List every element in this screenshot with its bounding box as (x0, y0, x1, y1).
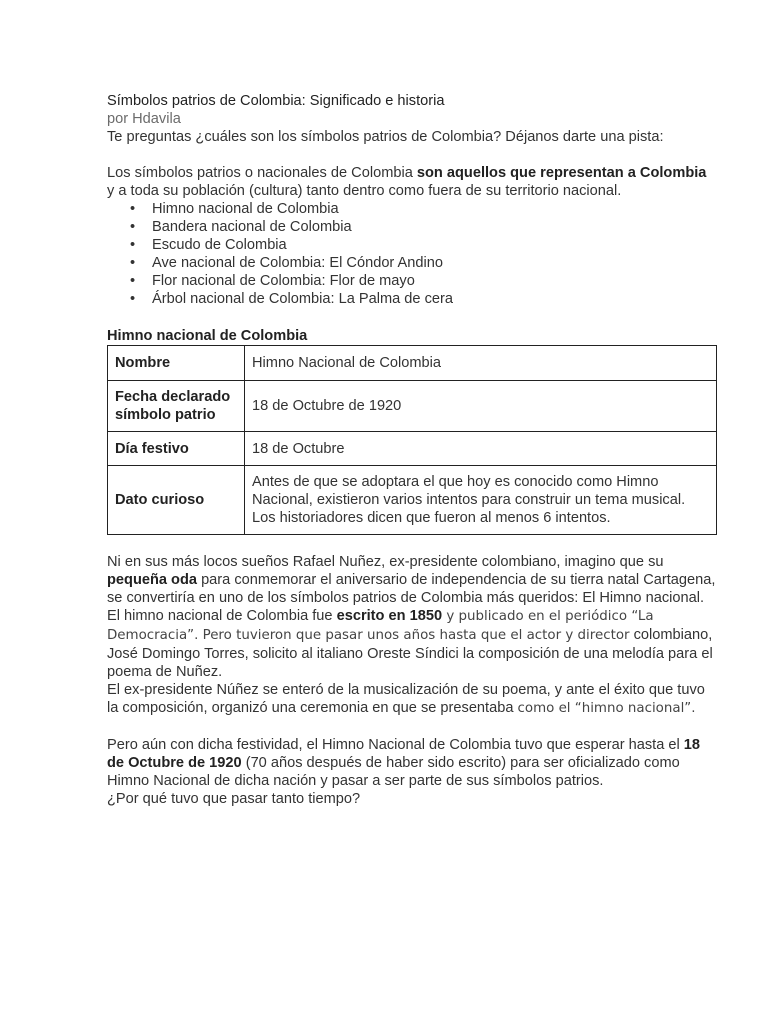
section-title: Himno nacional de Colombia (107, 328, 308, 344)
table-row (108, 346, 717, 381)
text-run: El ex-presidente Núñez se enteró de la musicalización de su poema, y ante el éxito que tuvo la composición, organizó una ceremonia en que se presentaba (107, 682, 705, 716)
table-value: 18 de Octubre de 1920 (245, 381, 717, 432)
intro-paragraph: Te preguntas ¿cuáles son los símbolos patrios de Colombia? Déjanos darte una pista: (107, 129, 664, 145)
question-line: ¿Por qué tuvo que pasar tanto tiempo? (107, 791, 361, 807)
text-run: Ni en sus más locos sueños Rafael Nuñez, ex-presidente colombiano, imagino que su (107, 554, 664, 570)
table-key: Fecha declarado símbolo patrio (108, 381, 245, 432)
text-run: (70 años después de haber sido escrito) para ser oficializado como Himno Nacional de dicha nación y pasar a ser parte de sus símbolos patrios. (107, 755, 680, 789)
text-run: y a toda su población (cultura) tanto dentro como fuera de su territorio nacional. (107, 183, 622, 199)
text-run: y publicado en el periódico “La Democracia”. Pero tuvieron que pasar unos años hasta que el actor y director (107, 609, 654, 643)
list-item: • Flor nacional de Colombia: Flor de mayo (152, 272, 717, 290)
text-run: Los símbolos patrios o nacionales de Colombia (107, 165, 417, 181)
table-row (108, 381, 717, 432)
list-item: • Ave nacional de Colombia: El Cóndor Andino (152, 254, 717, 272)
table-key: Dato curioso (108, 466, 245, 535)
table-value: Antes de que se adoptara el que hoy es conocido como Himno Nacional, existieron varios intentos para construir un tema musical. Los historiadores dicen que fueron al menos 6 intentos. (245, 466, 717, 535)
bold-run: son aquellos que representan a Colombia (416, 165, 707, 181)
table-key: Nombre (108, 346, 245, 381)
text-run: colombiano, José Domingo Torres, solicito al italiano Oreste Síndici la composición de una melodía para el poema de Nuñez. (107, 627, 713, 680)
text-run: como el “himno nacional”. (517, 701, 696, 716)
anthem-info-table (107, 345, 717, 535)
oda-paragraph (107, 553, 717, 607)
official-paragraph (107, 736, 717, 790)
symbols-list (107, 200, 717, 308)
list-item: • Bandera nacional de Colombia (152, 218, 717, 236)
ceremony-paragraph (107, 681, 717, 718)
history-paragraph (107, 607, 717, 681)
text-run: para conmemorar el aniversario de independencia de su tierra natal Cartagena, se convertiría en uno de los símbolos patrios de Colombia más queridos: El Himno nacional. (107, 572, 716, 606)
list-item: • Escudo de Colombia (152, 236, 717, 254)
text-run: El himno nacional de Colombia fue (107, 608, 337, 624)
bold-run: pequeña oda (107, 572, 198, 588)
author-byline: por Hdavila (107, 111, 181, 127)
table-value: 18 de Octubre (245, 432, 717, 466)
symbols-paragraph (107, 164, 717, 200)
bold-run: 18 de Octubre de 1920 (107, 737, 701, 771)
document-title: Símbolos patrios de Colombia: Significado e historia (107, 93, 445, 109)
list-item: • Árbol nacional de Colombia: La Palma de cera (152, 290, 717, 308)
table-row (108, 466, 717, 535)
table-value: Himno Nacional de Colombia (245, 346, 717, 381)
table-key: Día festivo (108, 432, 245, 466)
table-row (108, 432, 717, 466)
list-item: • Himno nacional de Colombia (152, 200, 717, 218)
bold-run: escrito en 1850 (336, 608, 443, 624)
text-run: Pero aún con dicha festividad, el Himno Nacional de Colombia tuvo que esperar hasta el (107, 737, 684, 753)
